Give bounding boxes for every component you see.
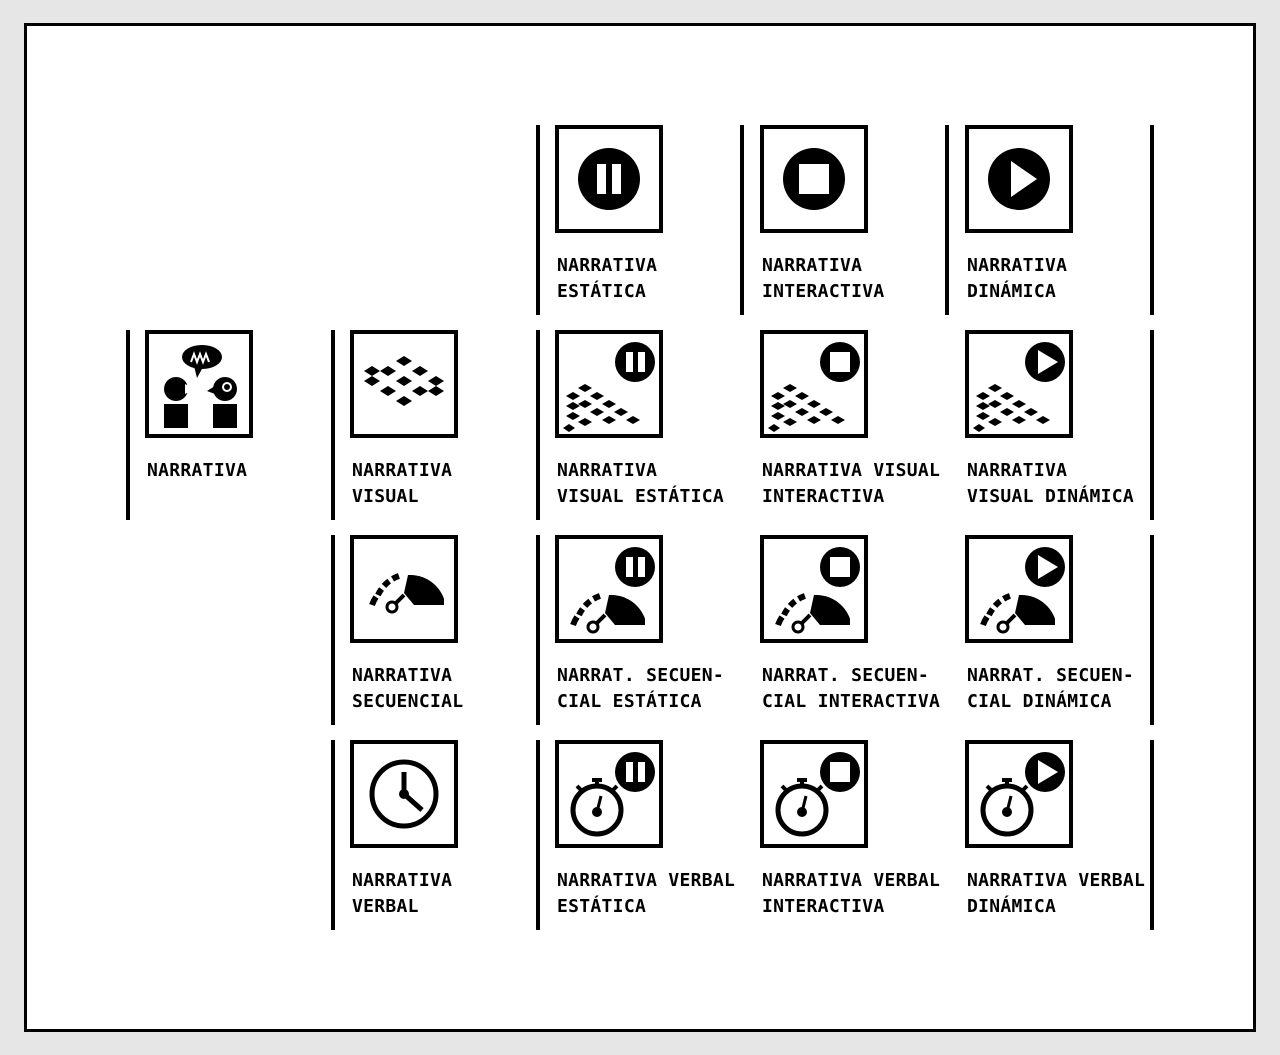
cell-label: NARRAT. SECUEN- bbox=[967, 665, 1135, 686]
cell-label: INTERACTIVA bbox=[762, 281, 885, 302]
people-talking-icon bbox=[145, 330, 253, 438]
cell-label: CIAL DINÁMICA bbox=[967, 691, 1112, 712]
cell-label: NARRAT. SECUEN- bbox=[557, 665, 725, 686]
play-circle-icon bbox=[965, 125, 1073, 233]
cell-label: VERBAL bbox=[352, 896, 419, 917]
divider bbox=[331, 535, 335, 725]
cell-label: NARRAT. SECUEN- bbox=[762, 665, 930, 686]
cell-label: ESTÁTICA bbox=[557, 281, 647, 302]
cell-label: NARRATIVA VERBAL bbox=[557, 870, 736, 891]
cell-label: VISUAL DINÁMICA bbox=[967, 486, 1135, 507]
cell-label: ESTÁTICA bbox=[557, 896, 647, 917]
cell-label: INTERACTIVA bbox=[762, 486, 885, 507]
cell-label: NARRATIVA bbox=[557, 255, 658, 276]
cell-label: NARRATIVA bbox=[352, 665, 453, 686]
diamond-grid-icon bbox=[350, 330, 458, 438]
pause-circle-icon bbox=[555, 125, 663, 233]
cell-label: NARRATIVA bbox=[557, 460, 658, 481]
stop-circle-icon bbox=[760, 125, 868, 233]
cell-label: VISUAL ESTÁTICA bbox=[557, 486, 725, 507]
cell-label: VISUAL bbox=[352, 486, 419, 507]
diamond-grid-play-icon bbox=[965, 330, 1073, 438]
gauge-icon bbox=[350, 535, 458, 643]
stopwatch-stop-icon bbox=[760, 740, 868, 848]
diamond-grid-pause-icon bbox=[555, 330, 663, 438]
cell-label: NARRATIVA VERBAL bbox=[967, 870, 1146, 891]
stopwatch-play-icon bbox=[965, 740, 1073, 848]
stopwatch-pause-icon bbox=[555, 740, 663, 848]
cell-label: CIAL INTERACTIVA bbox=[762, 691, 941, 712]
divider bbox=[331, 740, 335, 930]
cell-label: NARRATIVA bbox=[147, 460, 248, 481]
cell-label: NARRATIVA bbox=[967, 460, 1068, 481]
cell-label: NARRATIVA VISUAL bbox=[762, 460, 941, 481]
clock-icon bbox=[350, 740, 458, 848]
cell-label: DINÁMICA bbox=[967, 896, 1057, 917]
cell-label: NARRATIVA bbox=[762, 255, 863, 276]
cell-label: NARRATIVA bbox=[352, 870, 453, 891]
cell-label: NARRATIVA bbox=[967, 255, 1068, 276]
divider bbox=[331, 330, 335, 520]
gauge-play-icon bbox=[965, 535, 1073, 643]
cell-label: NARRATIVA bbox=[352, 460, 453, 481]
divider bbox=[536, 125, 540, 315]
cell-label: SECUENCIAL bbox=[352, 691, 464, 712]
gauge-stop-icon bbox=[760, 535, 868, 643]
cell-label: DINÁMICA bbox=[967, 281, 1057, 302]
cell-label: INTERACTIVA bbox=[762, 896, 885, 917]
gauge-pause-icon bbox=[555, 535, 663, 643]
cell-label: NARRATIVA VERBAL bbox=[762, 870, 941, 891]
cell-label: CIAL ESTÁTICA bbox=[557, 691, 702, 712]
diamond-grid-stop-icon bbox=[760, 330, 868, 438]
divider bbox=[126, 330, 130, 520]
